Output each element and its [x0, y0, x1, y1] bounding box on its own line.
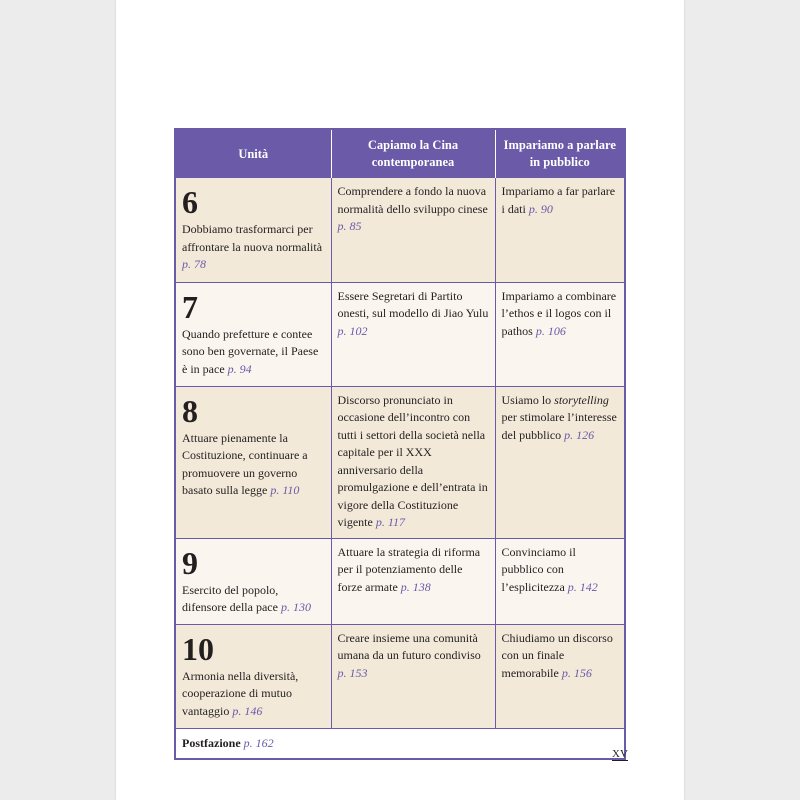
- unit-number: 9: [182, 544, 198, 581]
- speaking-text-post: per stimolare l’interesse del pubblico: [501, 410, 617, 442]
- unit-cell: [175, 178, 331, 282]
- table-row: [175, 538, 625, 624]
- page-ref[interactable]: p. 94: [227, 361, 252, 376]
- speaking-text-italic: storytelling: [554, 392, 609, 407]
- speaking-text-pre: Usiamo lo: [501, 392, 555, 407]
- china-cell: [331, 624, 495, 728]
- unit-number: 7: [182, 288, 198, 325]
- page-number: XV: [612, 748, 628, 760]
- page-ref[interactable]: p. 146: [232, 703, 263, 718]
- page-ref[interactable]: p. 142: [567, 579, 598, 594]
- postfazione-label: Postfazione: [182, 735, 241, 750]
- china-text: Comprendere a fondo la nuova normalità dello sviluppo cinese: [337, 184, 488, 216]
- page-ref[interactable]: p. 162: [243, 735, 274, 750]
- speaking-cell: [495, 624, 625, 728]
- page-ref[interactable]: p. 156: [561, 665, 592, 680]
- postfazione-row: [175, 728, 625, 759]
- postfazione-cell: [175, 728, 625, 759]
- unit-number: 10: [182, 630, 214, 667]
- unit-number: 6: [182, 184, 198, 220]
- unit-cell: [175, 538, 331, 624]
- china-text: Attuare la strategia di riforma per il potenziamento delle forze armate: [337, 544, 481, 594]
- unit-title: Quando prefetture e contee sono ben governate, il Paese è in pace: [182, 326, 319, 376]
- page-ref[interactable]: p. 110: [270, 483, 300, 497]
- page-ref[interactable]: p. 130: [280, 600, 311, 614]
- unit-title: Attuare pienamente la Costituzione, continuare a promuovere un governo basato sulla legge: [182, 430, 308, 497]
- speaking-text: Impariamo a combinare l’ethos e il logos con il pathos: [501, 288, 617, 338]
- unit-title: Armonia nella diversità, cooperazione di mutuo vantaggio: [182, 668, 299, 718]
- page-ref[interactable]: p. 126: [564, 427, 595, 442]
- speaking-cell: [495, 386, 625, 538]
- unit-cell: [175, 282, 331, 386]
- unit-cell: [175, 624, 331, 728]
- page-ref[interactable]: p. 117: [375, 515, 405, 529]
- page-ref[interactable]: p. 85: [337, 219, 362, 233]
- china-cell: [331, 282, 495, 386]
- page-ref[interactable]: p. 78: [182, 257, 206, 271]
- page-ref[interactable]: p. 90: [528, 201, 553, 216]
- speaking-text: Chiudiamo un discorso con un finale memorabile: [501, 630, 613, 680]
- china-text: Creare insieme una comunità umana da un futuro condiviso: [337, 630, 481, 662]
- page-ref[interactable]: p. 102: [337, 323, 368, 338]
- table-of-contents: [174, 128, 626, 760]
- speaking-text: Impariamo a far parlare i dati: [501, 184, 616, 216]
- table-row: [175, 178, 625, 282]
- china-cell: [331, 178, 495, 282]
- unit-title: Esercito del popolo, difensore della pace: [182, 582, 279, 614]
- china-cell: [331, 538, 495, 624]
- header-row: [175, 129, 625, 178]
- page-ref[interactable]: p. 106: [535, 323, 566, 338]
- table-row: [175, 386, 625, 538]
- table-row: [175, 624, 625, 728]
- china-text: Discorso pronunciato in occasione dell’incontro con tutti i settori della società nella capitale per il XXX anniversario della promulgazione e dell’entrata in vigore della Costituzione vigente: [337, 392, 488, 529]
- table-row: [175, 282, 625, 386]
- unit-cell: [175, 386, 331, 538]
- speaking-text: Convinciamo il pubblico con l’esplicitezza: [501, 544, 576, 594]
- unit-number: 8: [182, 392, 198, 429]
- page-ref[interactable]: p. 138: [400, 579, 431, 594]
- unit-title: Dobbiamo trasformarci per affrontare la nuova normalità: [182, 222, 323, 254]
- speaking-cell: [495, 538, 625, 624]
- header-understand-china: Capiamo la Cina contemporanea: [331, 129, 495, 178]
- china-text: Essere Segretari di Partito onesti, sul modello di Jiao Yulu: [337, 288, 489, 320]
- header-public-speaking: Impariamo a parlare in pubblico: [495, 129, 625, 178]
- header-unit: Unità: [175, 129, 331, 178]
- page-ref[interactable]: p. 153: [337, 665, 368, 680]
- china-cell: [331, 386, 495, 538]
- speaking-cell: [495, 178, 625, 282]
- speaking-cell: [495, 282, 625, 386]
